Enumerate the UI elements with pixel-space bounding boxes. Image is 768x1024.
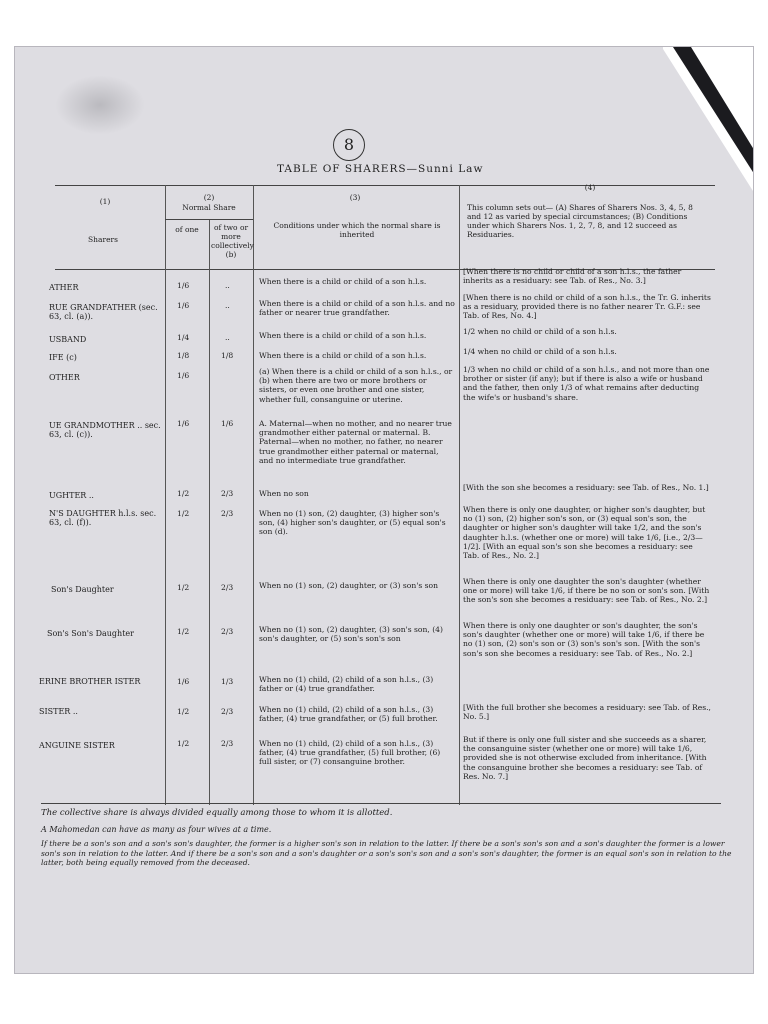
sharer-true-grandfather: RUE GRANDFATHER (sec. 63, cl. (a)). xyxy=(49,303,158,322)
col2-number: (2) xyxy=(203,193,215,202)
share-of-one: 1/2 xyxy=(177,707,190,716)
share-condition: When no (1) child, (2) child of a son h.l.s., (3) father, (4) true grandfather, (5) full brother, (6) full sister, or (7) consanguine brother. xyxy=(259,739,441,767)
ink-smudge xyxy=(55,75,145,135)
share-of-one: 1/4 xyxy=(177,333,190,342)
share-collective: 1/3 xyxy=(221,677,234,686)
col3-label: Conditions under which the normal share is inherited xyxy=(273,221,441,239)
share-of-one: 1/6 xyxy=(177,281,190,290)
table-top-rule xyxy=(55,185,715,186)
sharer-consanguine-sister: ANGUINE SISTER xyxy=(39,741,115,750)
sharer-mother: OTHER xyxy=(49,373,80,382)
share-note: [With the son she becomes a residuary: see Tab. of Res., No. 1.] xyxy=(463,483,709,492)
share-of-one: 1/2 xyxy=(177,739,190,748)
share-note: [When there is no child or child of a son h.l.s., the Tr. G. inherits as a residuary, provided there is no father nearer Tr. G.F.: see Tab. of Res, No. 4.] xyxy=(463,293,711,321)
sharer-sons-daughter-hls: N'S DAUGHTER h.l.s. sec. 63, cl. (f)). xyxy=(49,509,157,528)
share-condition: When no (1) child, (2) child of a son h.l.s., (3) father or (4) true grandfather. xyxy=(259,675,434,694)
document-page xyxy=(14,46,754,974)
col4-label: This column sets out— (A) Shares of Sharers Nos. 3, 4, 5, 8 and 12 as varied by special circumstances; (B) Conditions under which Sharers Nos. 1, 2, 7, 8, and 12 succeed as Residuaries. xyxy=(467,203,693,239)
share-condition: When no (1) son, (2) daughter, or (3) son's son xyxy=(259,581,439,590)
col-divider-2 xyxy=(209,219,210,805)
share-condition: When there is a child or child of a son h.l.s. xyxy=(259,277,427,286)
sharer-father: ATHER xyxy=(49,283,79,292)
footnote-a: The collective share is always divided equally among those to whom it is allotted. xyxy=(41,808,393,818)
share-collective: 2/3 xyxy=(221,739,234,748)
col1-number: (1) xyxy=(99,197,111,206)
share-note: [With the full brother she becomes a residuary: see Tab. of Res., No. 5.] xyxy=(463,703,711,722)
share-condition: (a) When there is a child or child of a son h.l.s., or (b) when there are two or more brothers or sisters, or even one brother and one sister, whether full, consanguine or uterine. xyxy=(259,367,453,404)
share-collective: 2/3 xyxy=(221,509,234,518)
sharer-wife: IFE (c) xyxy=(49,353,77,362)
col2-sub-rule xyxy=(165,219,253,220)
share-note: [When there is no child or child of a son h.l.s., the father inherits as a residuary: see Tab. of Res., No. 3.] xyxy=(463,267,682,286)
share-note: 1/3 when no child or child of a son h.l.s., and not more than one brother or sister (if any); but if there is also a wife or husband and the father, then only 1/3 of what remains after deducting the wife's or husband's share. xyxy=(463,365,710,402)
share-of-one: 1/6 xyxy=(177,677,190,686)
page-title: TABLE OF SHARERS—Sunni Law xyxy=(277,163,484,175)
share-condition: When there is a child or child of a son h.l.s. xyxy=(259,351,427,360)
share-collective: .. xyxy=(225,333,230,342)
share-collective: 1/6 xyxy=(221,419,234,428)
share-collective: 2/3 xyxy=(221,627,234,636)
sharer-full-sister: SISTER .. xyxy=(39,707,78,716)
share-note: When there is only one daughter, or higher son's daughter, but no (1) son, (2) higher son's son, or (3) equal son's son, the daughter or higher son's daughter will take 1/2, and the son's daughter h.l.s. (whether one or more) will take 1/6, [i.e., 2/3—1/2]. [With an equal son's son she becomes a residuary: see Tab. of Res., No. 2.] xyxy=(463,505,706,561)
share-condition: When no (1) child, (2) child of a son h.l.s., (3) father, (4) true grandfather, or (5) full brother. xyxy=(259,705,438,724)
sharer-husband: USBAND xyxy=(49,335,87,344)
share-of-one: 1/2 xyxy=(177,583,190,592)
share-collective: 1/8 xyxy=(221,351,234,360)
share-of-one: 1/2 xyxy=(177,489,190,498)
sharer-sons-daughter: Son's Daughter xyxy=(51,585,114,594)
col3-number: (3) xyxy=(349,193,361,202)
sharer-uterine-brother-sister: ERINE BROTHER ISTER xyxy=(39,677,141,686)
share-collective: 2/3 xyxy=(221,489,234,498)
col4-number: (4) xyxy=(584,183,596,192)
footnote-b: A Mahomedan can have as many as four wives at a time. xyxy=(41,825,272,834)
share-of-one: 1/6 xyxy=(177,301,190,310)
share-collective: .. xyxy=(225,301,230,310)
sharer-daughter: UGHTER .. xyxy=(49,491,94,500)
share-condition: A. Maternal—when no mother, and no nearer true grandmother either paternal or maternal. B. Paternal—when no mother, no father, no nearer true grandmother either paternal or maternal, and no intermediate true grandfather. xyxy=(259,419,452,465)
footnote-c: If there be a son's son and a son's son's daughter, the former is a higher son's son in relation to the latter. If there be a son's son's son and a son's daughter the former is a lower son's son in relation to the latter. And if there be a son's son and a son's daughter or a son's son's son and a son's son's daughter, the former is an equal son's son in relation to the latter, both being equally removed from the deceased. xyxy=(41,839,732,867)
col-divider-4 xyxy=(459,185,460,805)
col2-label: Normal Share xyxy=(182,203,236,212)
share-of-one: 1/2 xyxy=(177,509,190,518)
col-divider-1 xyxy=(165,185,166,805)
table-bottom-rule xyxy=(41,803,721,804)
sharer-sons-sons-daughter: Son's Son's Daughter xyxy=(47,629,134,638)
share-of-one: 1/2 xyxy=(177,627,190,636)
share-of-one: 1/6 xyxy=(177,419,190,428)
col-divider-3 xyxy=(253,185,254,805)
share-condition: When no (1) son, (2) daughter, (3) son's son, (4) son's daughter, or (5) son's son's son xyxy=(259,625,443,644)
col2b-label: of two or more collectively (b) xyxy=(211,223,254,259)
page-number: 8 xyxy=(333,129,365,161)
share-of-one: 1/8 xyxy=(177,351,190,360)
share-collective: 2/3 xyxy=(221,707,234,716)
share-note: When there is only one daughter the son's daughter (whether one or more) will take 1/6, if there be no son or son's son. [With the son's son she becomes a residuary: see Tab. of Res., No. 2.] xyxy=(463,577,710,605)
share-condition: When no son xyxy=(259,489,309,498)
share-of-one: 1/6 xyxy=(177,371,190,380)
col1-label: Sharers xyxy=(88,235,118,244)
share-note: But if there is only one full sister and she succeeds as a sharer, the consanguine sister (whether one or more) will take 1/6, provided she is not otherwise excluded from inheritance. [With the consanguine brother she becomes a residuary: see Tab. of Res. No. 7.] xyxy=(463,735,707,781)
share-note: When there is only one daughter or son's daughter, the son's son's daughter (whether one or more) will take 1/6, if there be no (1) son, (2) son's son or (3) son's son's son. [With the son's son's son she becomes a residuary: see Tab. of Res., No. 2.] xyxy=(463,621,705,658)
share-condition: When no (1) son, (2) daughter, (3) higher son's son, (4) higher son's daughter, or (5) equal son's son (d). xyxy=(259,509,446,537)
share-condition: When there is a child or child of a son h.l.s. xyxy=(259,331,427,340)
share-condition: When there is a child or child of a son h.l.s. and no father or nearer true grandfather. xyxy=(259,299,455,318)
share-collective: .. xyxy=(225,281,230,290)
share-collective: 2/3 xyxy=(221,583,234,592)
share-note: 1/4 when no child or child of a son h.l.s. xyxy=(463,347,617,356)
col2a-label: of one xyxy=(175,225,199,234)
share-note: 1/2 when no child or child of a son h.l.s. xyxy=(463,327,617,336)
sharer-true-grandmother: UE GRANDMOTHER .. sec. 63, cl. (c)). xyxy=(49,421,161,440)
